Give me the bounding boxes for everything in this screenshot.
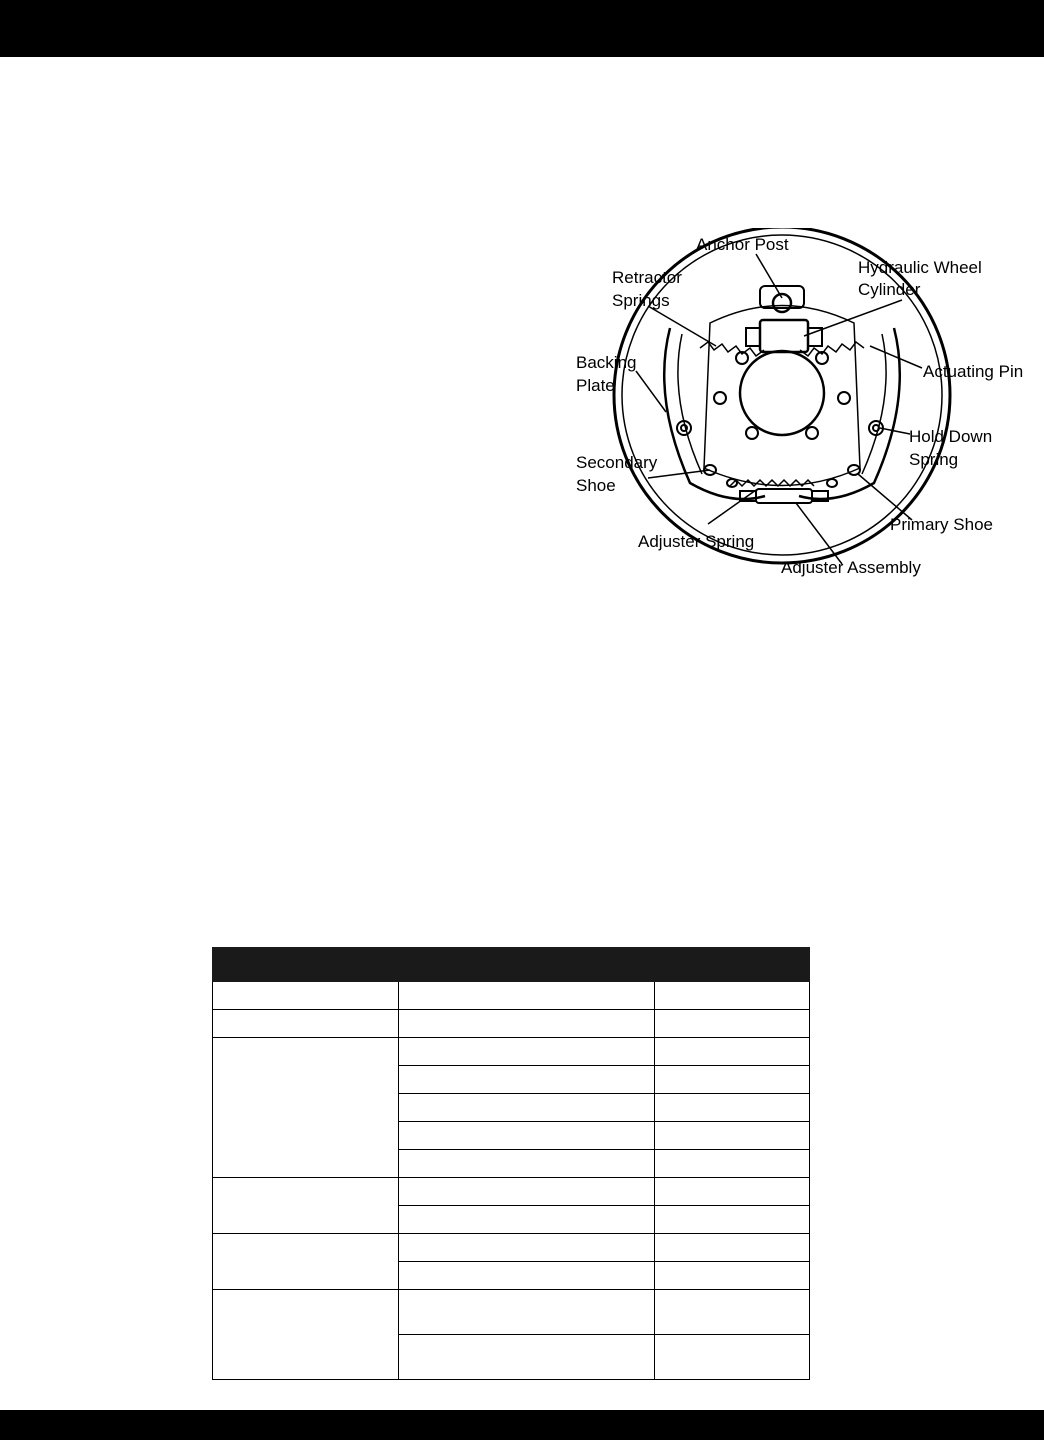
table-group-cell	[213, 1234, 399, 1290]
table-header-cell	[399, 948, 655, 982]
label-actuating-pin: Actuating Pin	[923, 362, 1024, 381]
table-group-cell	[213, 1038, 399, 1178]
table-cell	[655, 1066, 810, 1094]
table-header-row	[213, 948, 810, 982]
label-adjuster-assembly: Adjuster Assembly	[781, 558, 921, 577]
table-cell	[655, 982, 810, 1010]
table-cell	[655, 1262, 810, 1290]
table-cell	[655, 1094, 810, 1122]
table-cell	[399, 1262, 655, 1290]
label-hold-down-spring-line2: Spring	[909, 450, 959, 469]
table-cell	[213, 982, 399, 1010]
table-header-cell	[213, 948, 399, 982]
table-cell	[399, 1066, 655, 1094]
table-row	[213, 1234, 810, 1262]
table-cell	[399, 1335, 655, 1380]
table-cell	[655, 1150, 810, 1178]
table-group-cell	[213, 1290, 399, 1380]
table-cell	[399, 1234, 655, 1262]
table-group-cell	[213, 1178, 399, 1234]
table-cell	[399, 982, 655, 1010]
table-row	[213, 1178, 810, 1206]
table-cell	[655, 1234, 810, 1262]
label-adjuster-spring: Adjuster Spring	[638, 532, 755, 551]
label-retractor-springs-line1: Retractor	[612, 268, 682, 287]
bottom-banner	[0, 1410, 1044, 1440]
label-secondary-shoe-line2: Shoe	[576, 476, 616, 495]
table-cell	[655, 1290, 810, 1335]
spec-table	[212, 947, 810, 1380]
table-cell	[399, 1178, 655, 1206]
label-hold-down-spring-line1: Hold Down	[909, 427, 993, 446]
table-cell	[399, 1206, 655, 1234]
table-row	[213, 1038, 810, 1066]
table-row	[213, 1290, 810, 1335]
table-cell	[399, 1094, 655, 1122]
table-cell	[655, 1010, 810, 1038]
table-cell	[655, 1335, 810, 1380]
table-cell	[213, 1010, 399, 1038]
label-hydraulic-wheel-cylinder-line1: Hydraulic Wheel	[858, 258, 982, 277]
table-cell	[655, 1206, 810, 1234]
table-cell	[399, 1010, 655, 1038]
top-banner	[0, 0, 1044, 57]
table-cell	[399, 1150, 655, 1178]
label-anchor-post: Anchor Post	[696, 235, 789, 254]
table-row	[213, 982, 810, 1010]
table-cell	[399, 1038, 655, 1066]
table-cell	[655, 1038, 810, 1066]
label-secondary-shoe-line1: Secondary	[576, 453, 658, 472]
table-header-cell	[655, 948, 810, 982]
label-hydraulic-wheel-cylinder-line2: Cylinder	[858, 280, 921, 299]
table-cell	[399, 1290, 655, 1335]
label-retractor-springs-line2: Springs	[612, 291, 670, 310]
drum-brake-diagram	[560, 228, 1044, 588]
table-row	[213, 1010, 810, 1038]
label-backing-plate-line1: Backing	[576, 353, 637, 372]
table-cell	[399, 1122, 655, 1150]
table-cell	[655, 1122, 810, 1150]
label-primary-shoe: Primary Shoe	[890, 515, 993, 534]
label-backing-plate-line2: Plate	[576, 376, 615, 395]
table-cell	[655, 1178, 810, 1206]
